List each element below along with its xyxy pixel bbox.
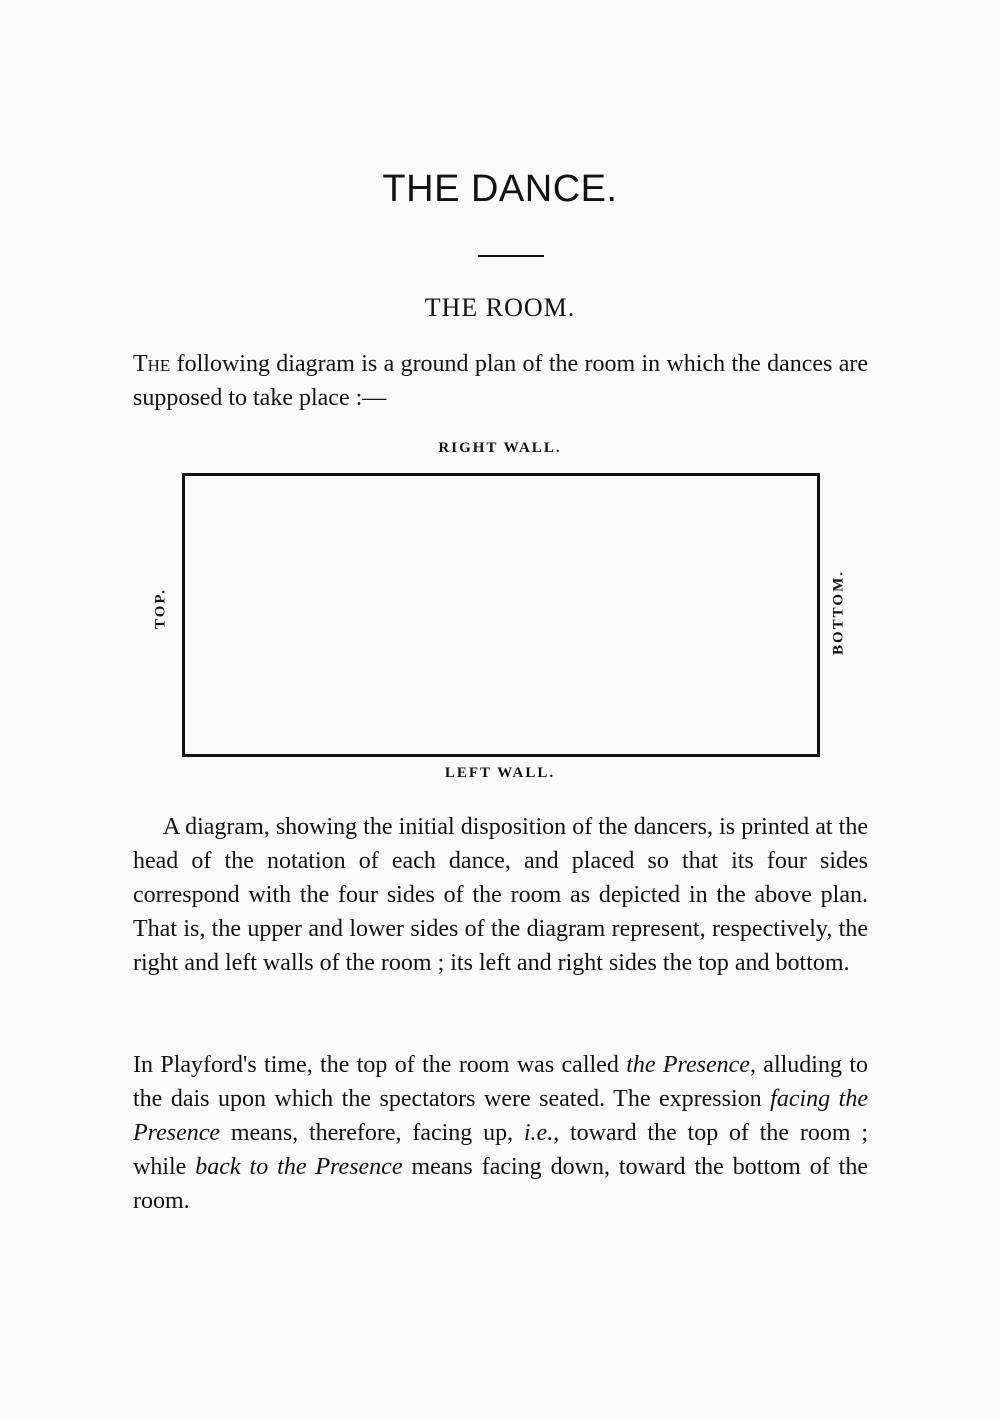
p2-text-c: , alluding to the dais upon which the spectators were seated. The expression: [133, 1052, 868, 1112]
p2-text-a: In Playford's time, the top of the room was called: [133, 1052, 627, 1078]
right-wall-label: RIGHT WALL.: [438, 440, 562, 456]
intro-paragraph: [133, 347, 868, 415]
p2-text-i: means facing down, toward the bottom of the room.: [133, 1154, 869, 1214]
p2-text-g: , toward the top of the room ; while: [133, 1120, 868, 1180]
body-paragraph-1: A diagram, showing the initial disposition of the dancers, is printed at the head of the notation of each dance, and placed so that its four sides correspond with the four sides of the room as depicted in the above plan. That is, the upper and lower sides of the diagram represent, respectively, the right and left walls of the room ; its left and right sides the top and bottom.: [133, 814, 868, 976]
top-label: TOP.: [152, 588, 169, 629]
p2-italic-presence: the Presence: [626, 1052, 750, 1078]
p2-text-e: means, therefore, facing up,: [220, 1120, 524, 1146]
p2-italic-ie: i.e.: [523, 1120, 554, 1146]
title-rule: [478, 255, 544, 257]
page-title: THE DANCE.: [382, 168, 618, 210]
bottom-label: BOTTOM.: [830, 570, 847, 655]
intro-lead: The: [133, 351, 171, 377]
p2-italic-back: back to the Presence: [195, 1154, 403, 1180]
intro-text: following diagram is a ground plan of the room in which the dances are supposed to take place :—: [133, 351, 868, 411]
left-wall-label: LEFT WALL.: [444, 765, 556, 781]
p2-italic-facing: facing the Presence: [133, 1086, 868, 1146]
room-ground-plan: [182, 473, 820, 757]
body-paragraph-2: [133, 1048, 868, 1218]
section-title: THE ROOM.: [424, 293, 576, 322]
